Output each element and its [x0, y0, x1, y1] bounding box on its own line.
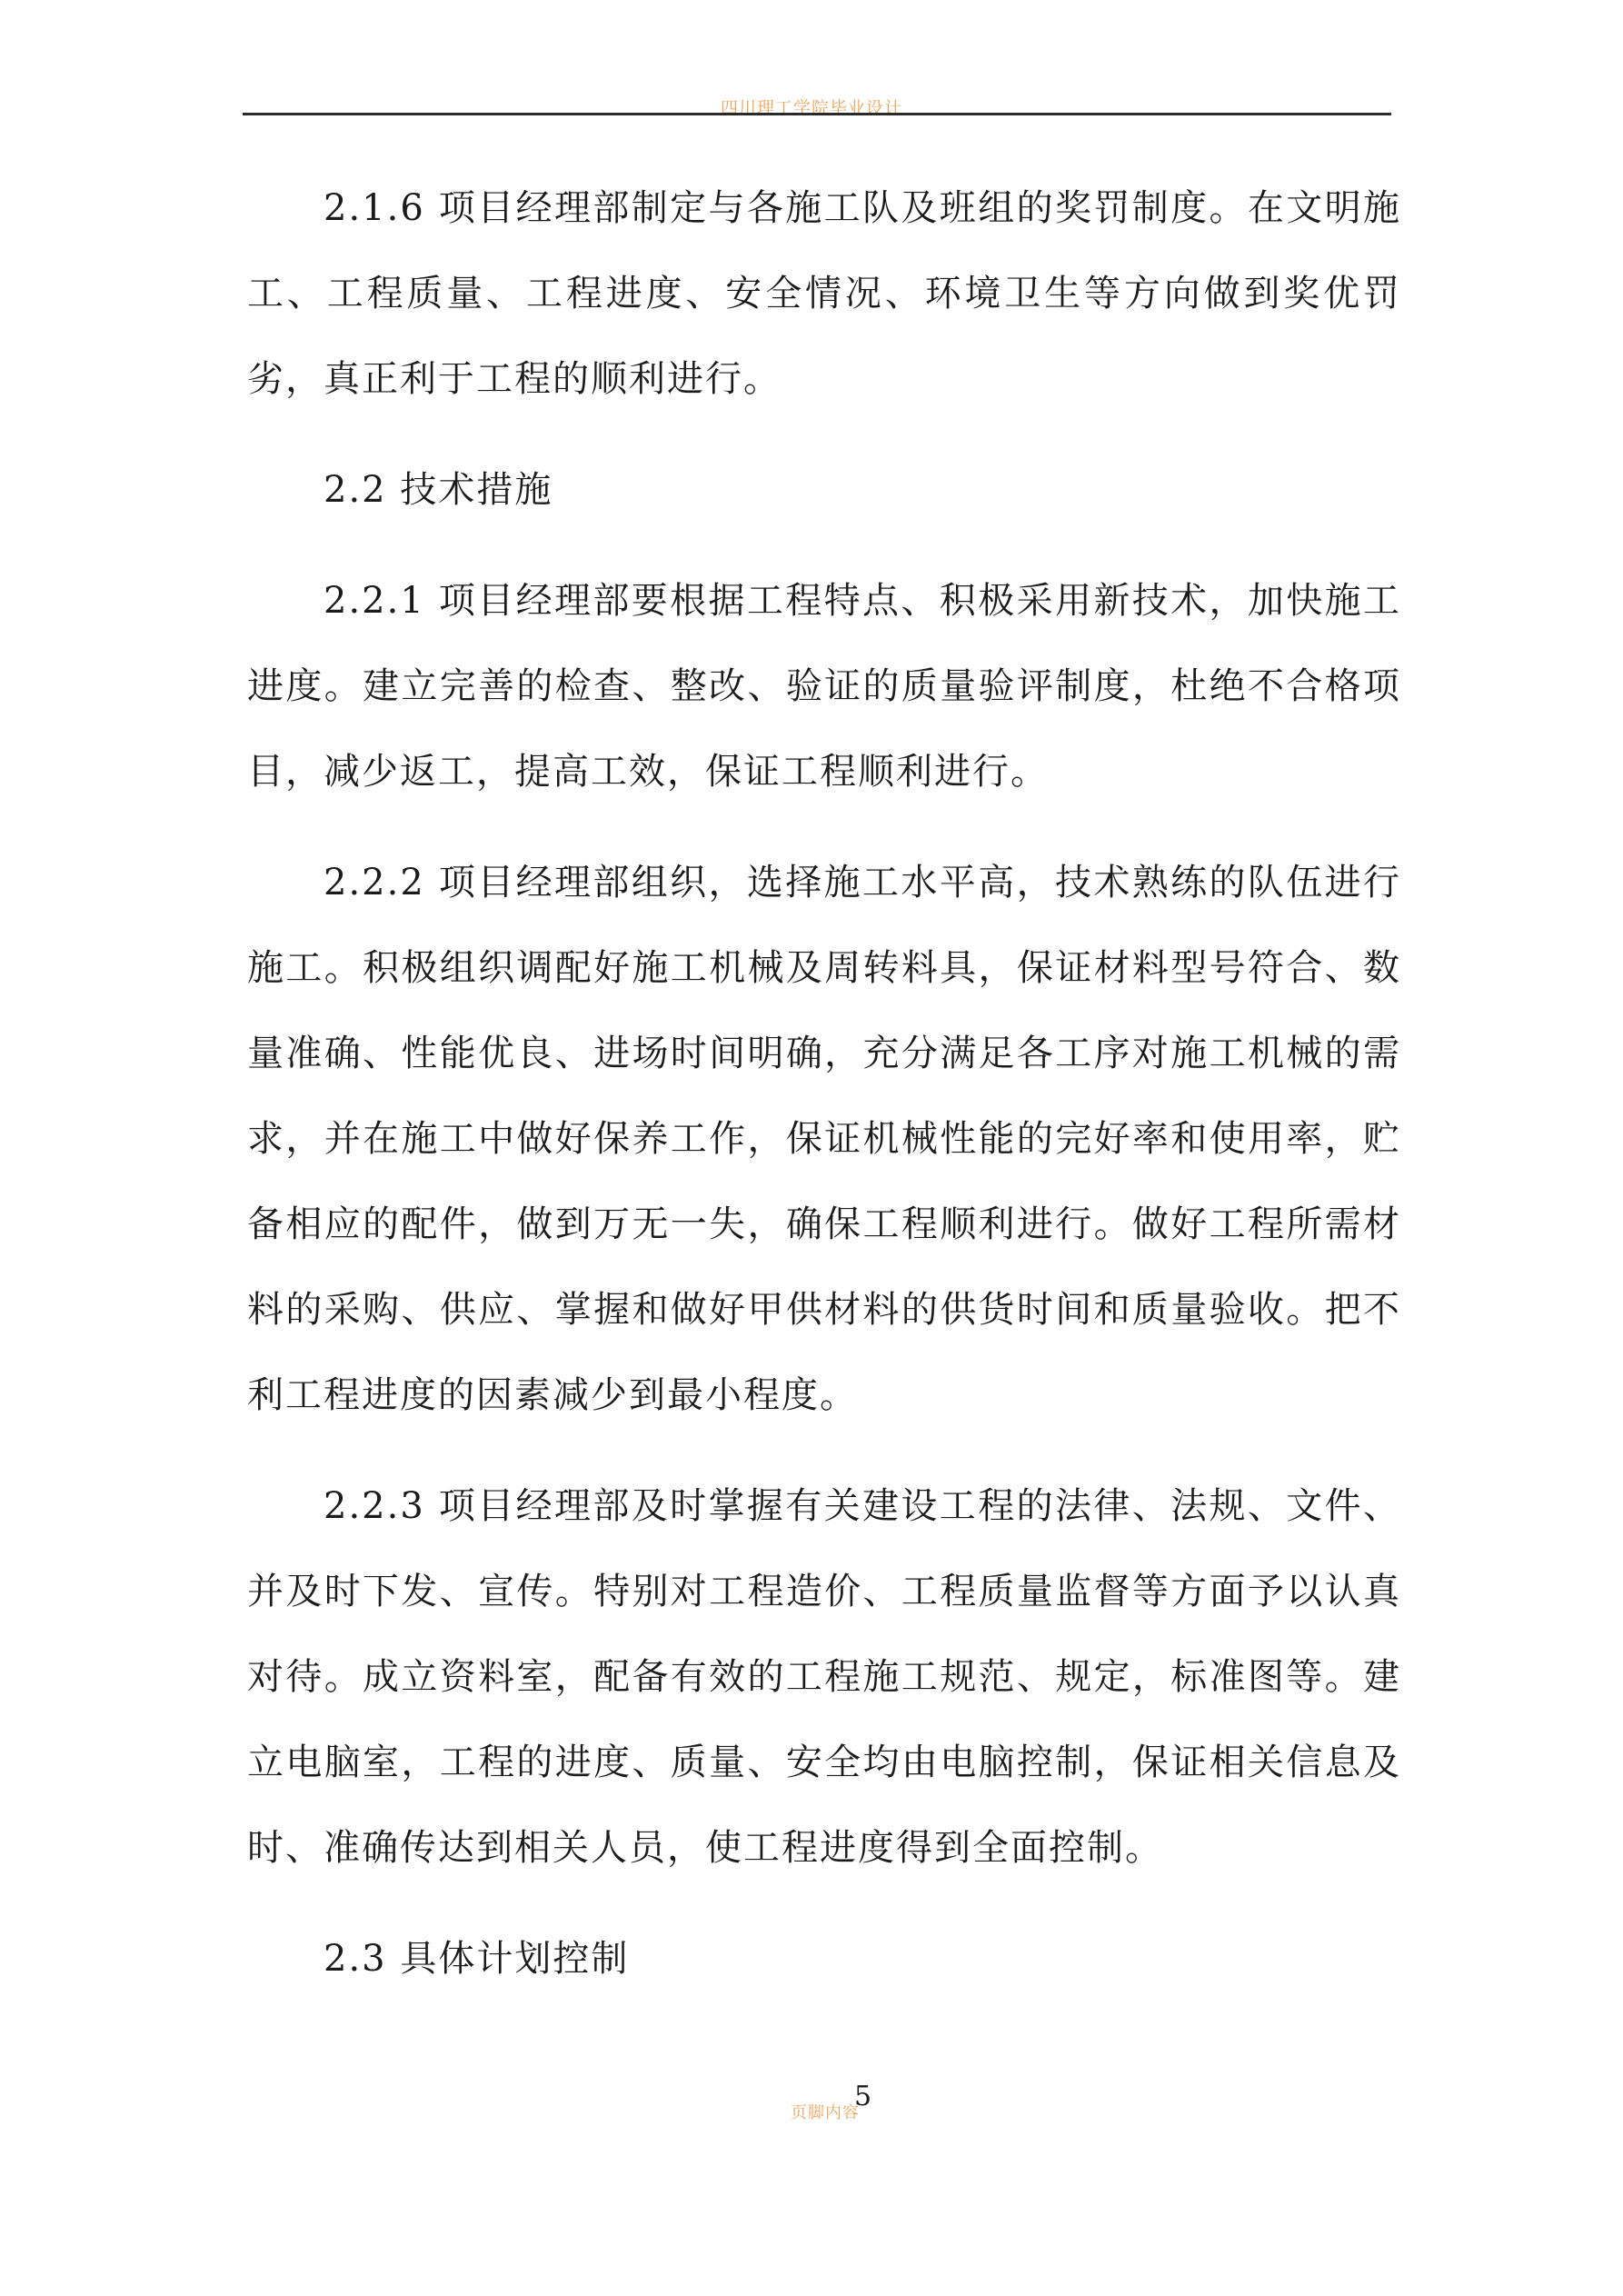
- paragraph-2-1-6: 2.1.6 项目经理部制定与各施工队及班组的奖罚制度。在文明施工、工程质量、工程进度、安全情况、环境卫生等方向做到奖优罚劣，真正利于工程的顺利进行。: [247, 187, 1401, 400]
- paragraph-2-2-3: 2.2.3 项目经理部及时掌握有关建设工程的法律、法规、文件、并及时下发、宣传。特别对工程造价、工程质量监督等方面予以认真对待。成立资料室，配备有效的工程施工规范、规定，标准图等。建立电脑室，工程的进度、质量、安全均由电脑控制，保证相关信息及时、准确传达到相关人员，使工程进度得到全面控制。: [247, 1485, 1401, 1869]
- page-footer-text: 页脚内容: [791, 2103, 860, 2122]
- section-heading-2-3: 2.3 具体计划控制: [324, 1938, 630, 1980]
- paragraph-2-2-2: 2.2.2 项目经理部组织，选择施工水平高，技术熟练的队伍进行施工。积极组织调配好施工机械及周转料具，保证材料型号符合、数量准确、性能优良、进场时间明确，充分满足各工序对施工机械的需求，并在施工中做好保养工作，保证机械性能的完好率和使用率，贮备相应的配件，做到万无一失，确保工程顺利进行。做好工程所需材料的采购、供应、掌握和做好甲供材料的供货时间和质量验收。把不利工程进度的因素减少到最小程度。: [247, 862, 1401, 1416]
- page-number: 5: [854, 2081, 872, 2112]
- header-rule: [243, 113, 1391, 115]
- paragraph-2-2-1: 2.2.1 项目经理部要根据工程特点、积极采用新技术，加快施工进度。建立完善的检查、整改、验证的质量验评制度，杜绝不合格项目，减少返工，提高工效，保证工程顺利进行。: [247, 580, 1401, 793]
- document-body: [247, 165, 1401, 2002]
- section-heading-2-2: 2.2 技术措施: [324, 469, 553, 511]
- page-header-text: 四川理工学院毕业设计: [720, 98, 902, 118]
